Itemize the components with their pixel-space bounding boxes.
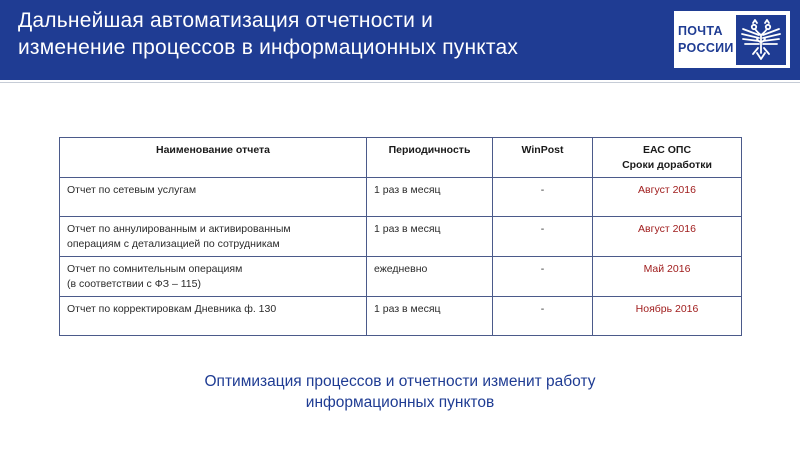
reports-table — [59, 137, 742, 336]
conclusion-line-1: Оптимизация процессов и отчетности изменит работу — [204, 373, 596, 390]
report-name-line: Отчет по сетевым услугам — [67, 184, 197, 196]
page-title-line-1: Дальнейшая автоматизация отчетности и — [18, 9, 434, 32]
deadline-cell: Август 2016 — [593, 217, 742, 257]
header-divider — [0, 82, 800, 83]
table-row — [60, 257, 742, 297]
logo-wordmark-line-2: РОССИИ — [678, 41, 734, 55]
deadline-cell: Ноябрь 2016 — [593, 297, 742, 336]
column-header-sublabel: Сроки доработки — [622, 159, 712, 171]
page-title-line-2: изменение процессов в информационных пунктах — [18, 36, 519, 59]
report-name-cell — [60, 217, 367, 257]
column-header-label: Периодичность — [388, 144, 471, 156]
column-header-report-name — [60, 138, 367, 178]
column-header-eas-ops — [593, 138, 742, 178]
report-name-line: Отчет по аннулированным и активированным — [67, 223, 291, 235]
periodicity-cell: ежедневно — [367, 257, 493, 297]
logo-wordmark-line-1: ПОЧТА — [678, 24, 723, 38]
column-header-winpost — [493, 138, 593, 178]
column-header-label: WinPost — [521, 144, 564, 156]
column-header-label: ЕАС ОПС — [642, 144, 692, 156]
report-name-line: операциям с детализацией по сотрудникам — [67, 238, 280, 250]
conclusion-text — [120, 371, 680, 413]
page-title — [18, 7, 658, 61]
column-header-label: Наименование отчета — [155, 144, 271, 156]
report-name-cell — [60, 178, 367, 217]
report-name-line: Отчет по сомнительным операциям — [67, 263, 243, 275]
winpost-cell: - — [493, 257, 593, 297]
table-row — [60, 217, 742, 257]
column-header-periodicity — [367, 138, 493, 178]
winpost-cell: - — [493, 178, 593, 217]
double-headed-eagle-icon — [736, 15, 786, 65]
periodicity-cell: 1 раз в месяц — [367, 178, 493, 217]
report-name-cell — [60, 257, 367, 297]
periodicity-cell: 1 раз в месяц — [367, 217, 493, 257]
deadline-cell: Август 2016 — [593, 178, 742, 217]
table-row — [60, 178, 742, 217]
header-bar — [0, 0, 800, 80]
report-name-line: (в соответствии с ФЗ – 115) — [67, 278, 201, 290]
table-row — [60, 297, 742, 336]
report-name-cell — [60, 297, 367, 336]
periodicity-cell: 1 раз в месяц — [367, 297, 493, 336]
logo-wordmark — [678, 17, 732, 63]
winpost-cell: - — [493, 297, 593, 336]
deadline-cell: Май 2016 — [593, 257, 742, 297]
table-header-row — [60, 138, 742, 178]
russian-post-logo — [674, 11, 790, 68]
winpost-cell: - — [493, 217, 593, 257]
conclusion-line-2: информационных пунктов — [305, 394, 495, 411]
report-name-line: Отчет по корректировкам Дневника ф. 130 — [67, 303, 277, 315]
